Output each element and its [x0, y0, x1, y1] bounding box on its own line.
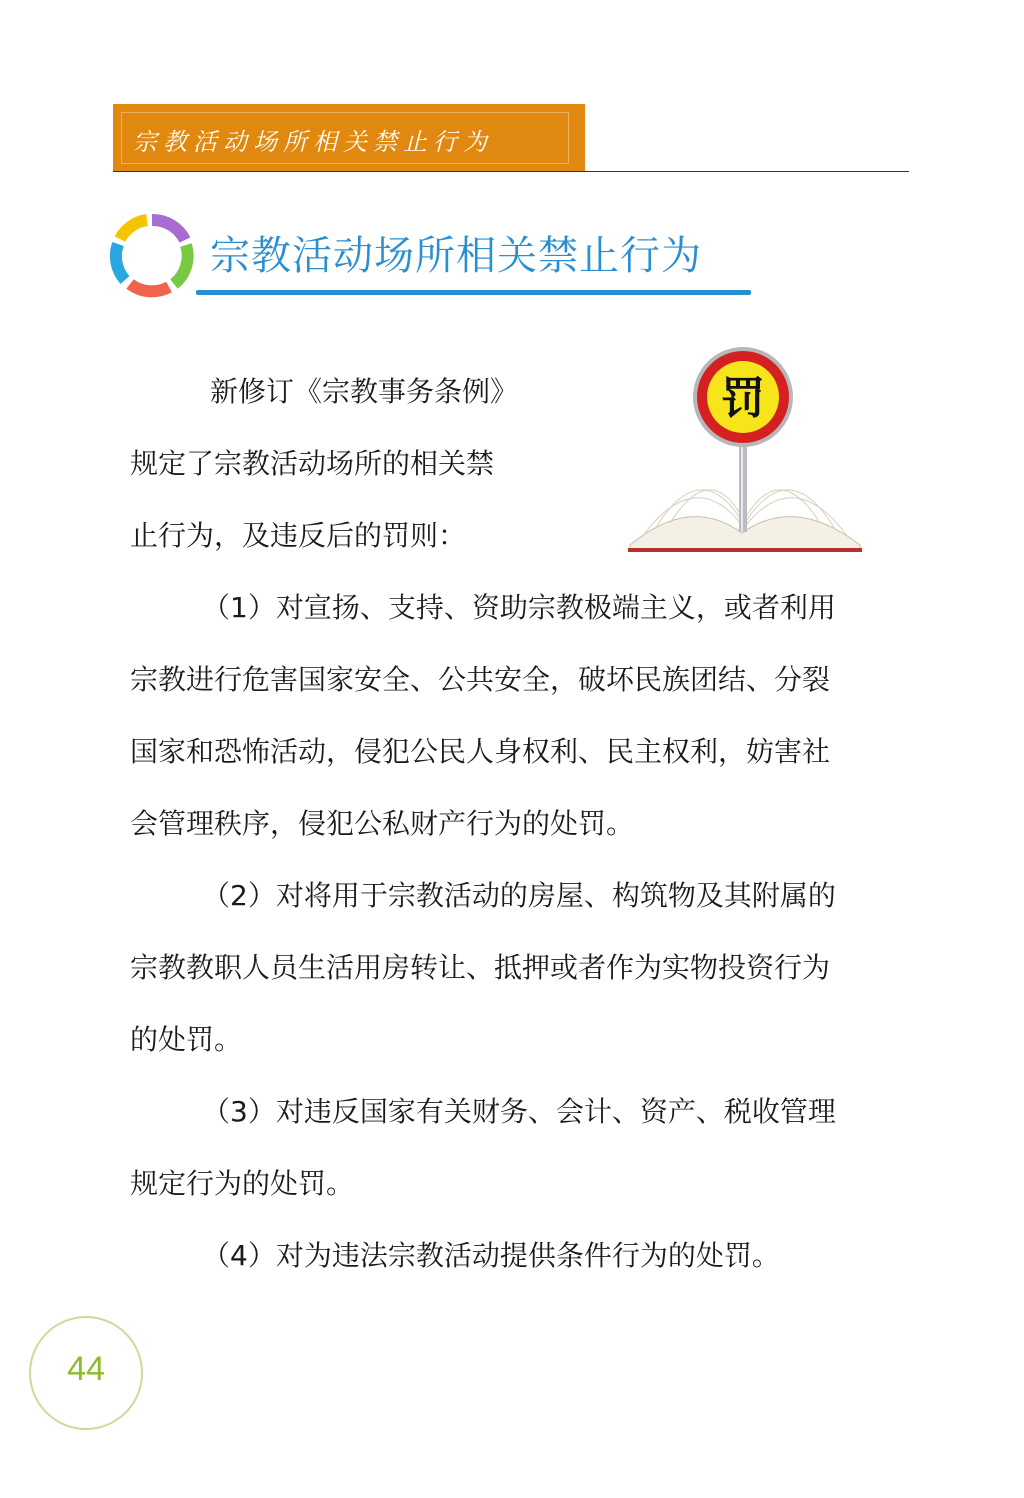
item-1-line-2: 宗教进行危害国家安全、公共安全，破坏民族团结、分裂 [130, 663, 831, 696]
item-3-line-2: 规定行为的处罚。 [130, 1167, 355, 1200]
sign-glyph: 罚 [721, 373, 765, 424]
item-2-line-3: 的处罚。 [130, 1023, 243, 1056]
header-title: 宗教活动场所相关禁止行为 [133, 128, 493, 156]
item-2-line-1: （2）对将用于宗教活动的房屋、构筑物及其附属的 [202, 879, 836, 912]
page-number: 44 [67, 1350, 105, 1388]
page-number-badge [29, 1316, 143, 1430]
header-banner [113, 104, 585, 172]
item-1-line-3: 国家和恐怖活动，侵犯公民人身权利、民主权利，妨害社 [130, 735, 831, 768]
penalty-sign-illustration [620, 345, 870, 555]
item-1-line-1: （1）对宣扬、支持、资助宗教极端主义，或者利用 [202, 591, 836, 624]
header-rule-left [113, 171, 585, 172]
item-4-line-1: （4）对为违法宗教活动提供条件行为的处罚。 [202, 1239, 780, 1272]
item-3-line-1: （3）对违反国家有关财务、会计、资产、税收管理 [202, 1095, 836, 1128]
item-1-line-4: 会管理秩序，侵犯公私财产行为的处罚。 [130, 807, 635, 840]
intro-line-2: 规定了宗教活动场所的相关禁 [130, 447, 495, 480]
section-title: 宗教活动场所相关禁止行为 [210, 233, 702, 279]
cycle-ring-icon [108, 212, 196, 300]
item-2-line-2: 宗教教职人员生活用房转让、抵押或者作为实物投资行为 [130, 951, 831, 984]
title-underline [196, 290, 751, 295]
intro-line-3: 止行为，及违反后的罚则： [130, 519, 467, 552]
intro-line-1: 新修订《宗教事务条例》 [210, 375, 519, 408]
header-rule [585, 171, 909, 172]
